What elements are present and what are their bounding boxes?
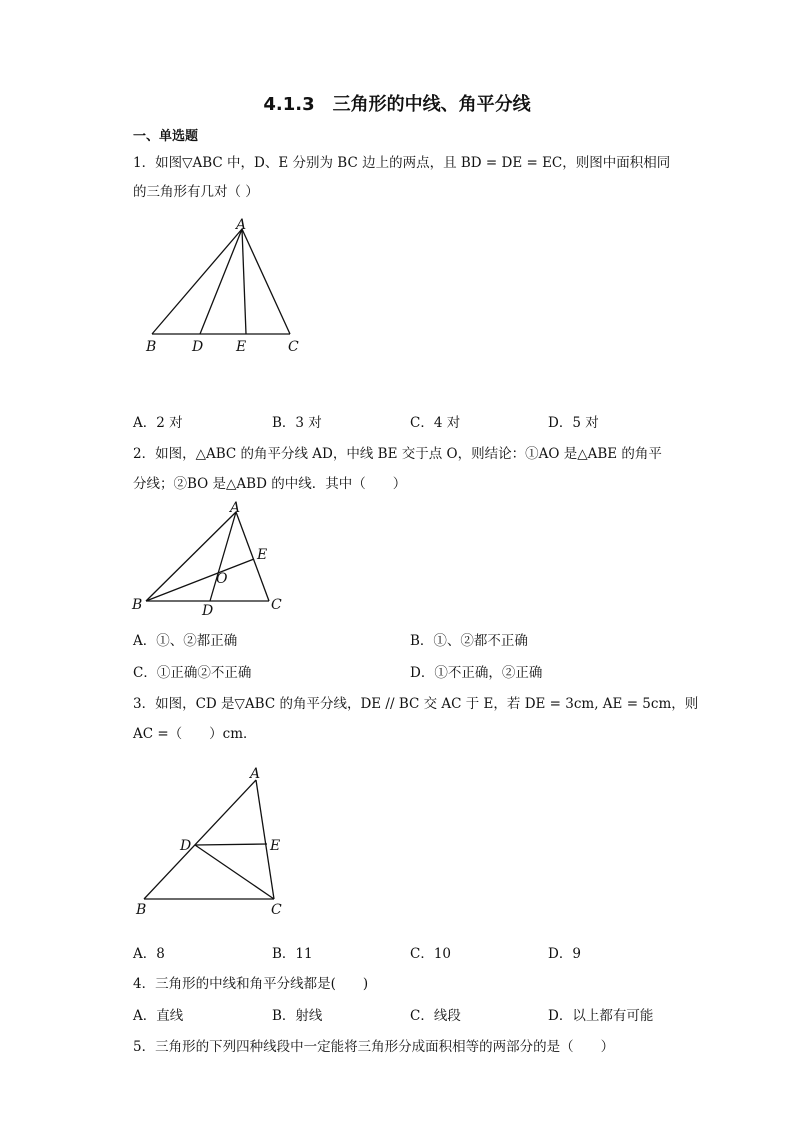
q1-label-c: C (288, 339, 299, 355)
q3-option-a[interactable]: A．8 (133, 946, 165, 962)
q2-median-be (146, 559, 254, 601)
q4-option-d[interactable]: D．以上都有可能 (548, 1008, 654, 1024)
q1-segment-ae (242, 229, 246, 334)
q3-label-c: C (271, 902, 282, 918)
q1-triangle-figure (140, 215, 315, 360)
page-title: 4.1.3 三角形的中线、角平分线 (263, 94, 531, 115)
q2-label-d: D (202, 603, 214, 619)
q1-option-c[interactable]: C．4 对 (410, 415, 461, 431)
q2-option-c[interactable]: C．①正确②不正确 (133, 665, 252, 681)
q1-label-d: D (192, 339, 204, 355)
q3-option-b[interactable]: B．11 (272, 946, 313, 962)
q4-option-a[interactable]: A．直线 (133, 1008, 184, 1024)
q2-text-line1: 2．如图，△ABC 的角平分线 AD，中线 BE 交于点 O，则结论：①AO 是△ABE 的角平 (133, 446, 662, 462)
q2-option-b[interactable]: B．①、②都不正确 (410, 633, 528, 649)
q2-label-c: C (271, 597, 282, 613)
q5-text: 5．三角形的下列四种线段中一定能将三角形分成面积相等的两部分的是（ ） (133, 1039, 615, 1055)
q3-label-b: B (136, 902, 147, 918)
q2-label-e: E (257, 547, 268, 563)
q3-label-e: E (270, 838, 281, 854)
q2-option-a[interactable]: A．①、②都正确 (133, 633, 238, 649)
q1-label-b: B (146, 339, 157, 355)
q3-triangle-figure (130, 762, 295, 922)
q2-triangle-figure (128, 497, 288, 622)
q2-label-a: A (230, 500, 241, 516)
q4-option-c[interactable]: C．线段 (410, 1008, 461, 1024)
q1-label-a: A (236, 217, 247, 233)
q3-option-d[interactable]: D．9 (548, 946, 581, 962)
q1-side-ab (152, 229, 242, 334)
q2-label-o: O (216, 571, 228, 587)
q3-side-ab (144, 780, 256, 899)
q3-text-line2: AC =（ ）cm． (133, 726, 257, 742)
q1-text-line1: 1．如图▽ABC 中，D、E 分别为 BC 边上的两点，且 BD = DE = EC，则图中面积相同 (133, 155, 671, 171)
q3-bisector-cd (195, 845, 274, 899)
q2-text-line2: 分线；②BO 是△ABD 的中线．其中（ ） (133, 476, 407, 492)
q1-option-a[interactable]: A．2 对 (133, 415, 183, 431)
q1-side-ac (242, 229, 290, 334)
q4-option-b[interactable]: B．射线 (272, 1008, 323, 1024)
q1-option-d[interactable]: D．5 对 (548, 415, 599, 431)
q3-label-a: A (250, 766, 261, 782)
q4-text: 4．三角形的中线和角平分线都是( ) (133, 976, 369, 992)
q1-text-line2: 的三角形有几对（ ） (133, 184, 259, 200)
q2-label-b: B (132, 597, 143, 613)
section-heading: 一、单选题 (133, 129, 199, 144)
q1-option-b[interactable]: B．3 对 (272, 415, 322, 431)
q2-option-d[interactable]: D．①不正确，②正确 (410, 665, 543, 681)
q3-option-c[interactable]: C．10 (410, 946, 452, 962)
q3-segment-de (195, 844, 267, 845)
q3-label-d: D (180, 838, 192, 854)
q3-text-line1: 3．如图，CD 是▽ABC 的角平分线，DE // BC 交 AC 于 E，若 DE = 3cm, AE = 5cm，则 (133, 696, 699, 712)
q1-label-e: E (236, 339, 247, 355)
q1-segment-ad (200, 229, 242, 334)
